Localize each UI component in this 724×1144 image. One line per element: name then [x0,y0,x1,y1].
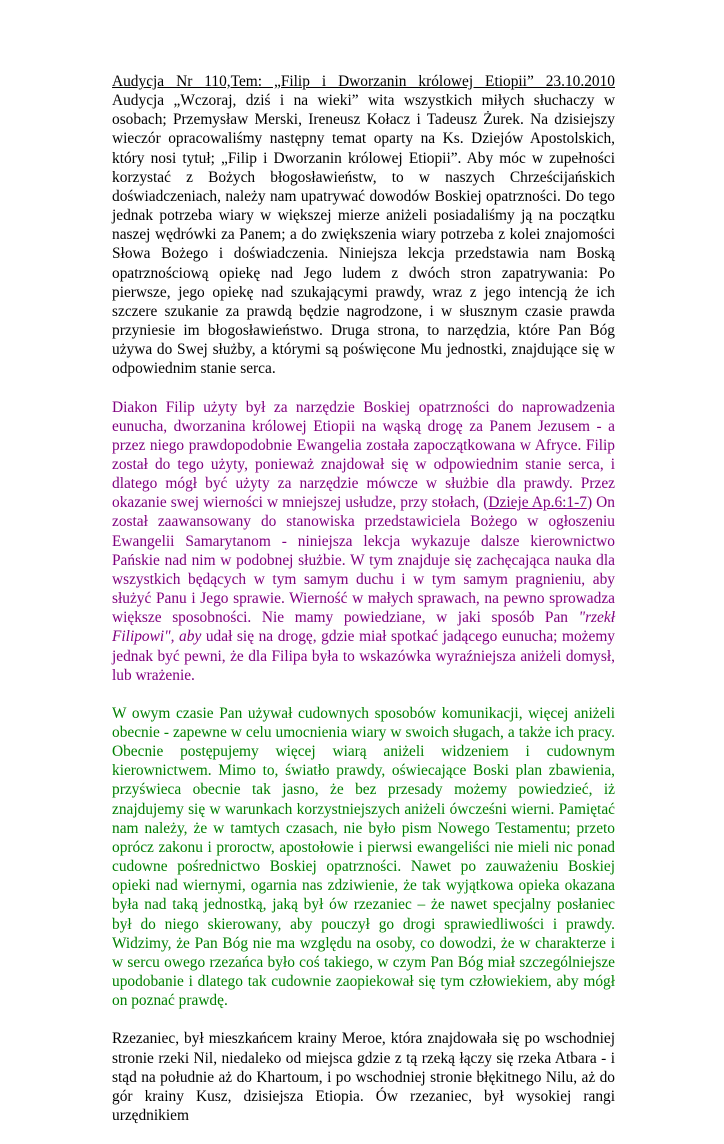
philip-paragraph [112,398,615,685]
eunuch-paragraph [112,1029,615,1125]
communication-text: W owym czasie Pan używał cudownych sposobów komunikacji, więcej aniżeli obecnie - zapewne w celu umocnienia wiary w swoich sługach, a także ich pracy. Obecnie postępujemy więcej wiarą aniżeli widzeniem i cudownym kierownictwem. Mimo to, światło prawdy, oświecające Boski plan zbawienia, przyświeca obecnie tak jasno, że bez przesady możemy powiedzieć, iż znajdujemy się w warunkach korzystniejszych aniżeli ówcześni wierni. Pamiętać nam należy, że w tamtych czasach, nie było pism Nowego Testamentu; przeto oprócz zakonu i proroctw, apostołowie i pierwsi ewangeliści nie mieli nic ponad cudowne pośrednictwo Boskiej opatrzności. Nawet po zauważeniu Boskiej opieki nad wiernymi, ogarnia nas zdziwienie, że tak wyjątkowa opieka okazana była nad taką jednostką, jaką był ów rzezaniec – że nawet specjalny posłaniec był do niego skierowany, aby pouczył go drogi sprawiedliwości i prawdy. Widzimy, że Pan Bóg nie ma względu na osoby, co dowodzi, że w charakterze i w sercu owego rzezańca było coś takiego, w czym Pan Bóg miał szczególniejsze upodobanie i dlatego tak cudownie zaopiekował się tym człowiekiem, aby mógł on poznać prawdę. [112,704,615,1010]
eunuch-text: Rzezaniec, był mieszkańcem krainy Meroe, która znajdowała się po wschodniej stronie rzeki Nil, niedaleko od miejsca gdzie z tą rzeką łączy się rzeka Atbara - i stąd na południe aż do Khartoum, i po wschodniej stronie błękitnego Nilu, aż do gór krainy Kusz, dzisiejsza Etiopia. Ów rzezaniec, był wysokiej rangi urzędnikiem [112,1030,615,1124]
scripture-reference-link[interactable]: Dzieje Ap.6:1-7 [488,494,587,512]
document-page [112,72,615,1144]
philip-text-part-1: Diakon Filip użyty był za narzędzie Boskiej opatrzności do naprowadzenia eunucha, dworzanina królowej Etiopii na wąską drogę za Panem Jezusem - a przez niego prawdopodobnie Ewangelia została zapoczątkowana w Afryce. Filip został do tego użyty, ponieważ znajdował się w odpowiednim stanie serca, i dlatego mógł być użyty za narzędzie mówcze w służbie dla prawdy. Przez okazanie swej wierności w mniejszej usłudze, przy stołach, ( [112,398,615,512]
philip-italic-quote: "rzekł Filipowi", aby [112,609,615,646]
intro-paragraph [112,72,615,379]
broadcast-title: Audycja Nr 110,Tem: „Filip i Dworzanin królowej Etiopii” 23.10.2010 [112,73,615,90]
philip-text-part-3: udał się na drogę, gdzie miał spotkać jadącego eunucha; możemy jednak być pewni, że dla Filipa była to wskazówka wyraźniejsza aniżeli domysł, lub wrażenie. [112,628,615,684]
intro-text: Audycja „Wczoraj, dziś i na wieki” wita wszystkich miłych słuchaczy w osobach; Przemysław Merski, Ireneusz Kołacz i Tadeusz Żurek. Na dzisiejszy wieczór opracowaliśmy następny temat oparty na Ks. Dziejów Apostolskich, który nosi tytuł; „Filip i Dworzanin królowej Etiopii”. Aby móc w zupełności korzystać z Bożych błogosławieństw, to w naszych Chrześcijańskich doświadczeniach, należy nam upatrywać dowodów Boskiej opatrzności. Do tego jednak potrzeba wiary w większej mierze aniżeli posiadaliśmy ją na początku naszej wędrówki za Panem; a do zwiększenia wiary potrzeba z kolei znajomości Słowa Bożego i doświadczenia. Niniejsza lekcja przedstawia nam Boską opatrznościową opiekę nad Jego ludem z dwóch stron zapatrywania: Po pierwsze, jego opiekę nad szukającymi prawdy, wraz z jego intencją że ich szczere szukanie za prawdą będzie nagrodzone, i w słusznym czasie prawda przyniesie im błogosławieństwo. Druga strona, to narzędzia, które Pan Bóg używa do Swej służby, a którymi są poświęcone Mu jednostki, znajdujące się w odpowiednim stanie serca. [112,92,615,378]
communication-paragraph [112,704,615,1011]
philip-text-part-2: ) On został zaawansowany do stanowiska przedstawiciela Bożego w ogłoszeniu Ewangelii Samarytanom - niniejsza lekcja wykazuje dalsze kierownictwo Pańskie nad nim w podobnej służbie. W tym znajduje się zachęcająca nauka dla wszystkich będących w tym samym duchu i w tym samym pragnieniu, aby służyć Panu i Jego sprawie. Wierność w małych sprawach, na pewno sprowadza większe sposobności. Nie mamy powiedziane, w jaki sposób Pan [112,494,615,627]
